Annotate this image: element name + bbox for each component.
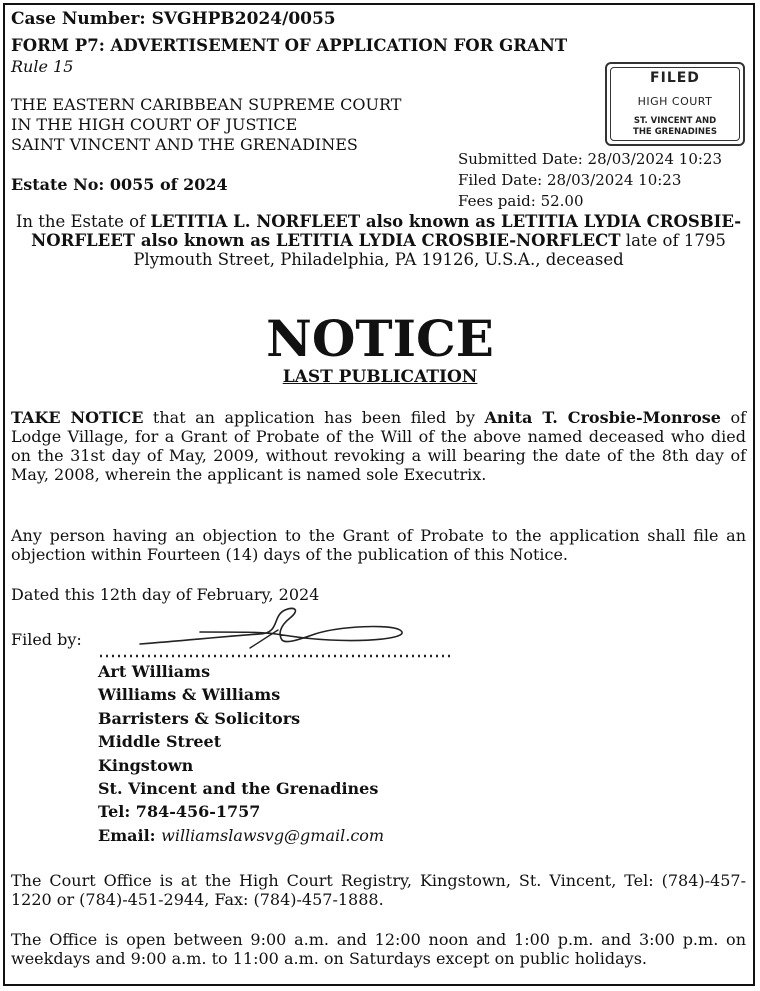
estate-suffix: late of 1795 Plymouth Street, Philadelphia, PA 19126, U.S.A., deceased [133,231,726,269]
filer-email-label: Email: [98,825,162,845]
take-notice-text-1: that an application has been filed by [143,408,485,427]
court-office-paragraph: The Court Office is at the High Court Registry, Kingstown, St. Vincent, Tel: (784)-457-1220 or (784)-451-2944, Fax: (784)-457-1888. [11,871,746,909]
stamp-place-line-2: THE GRENADINES [633,127,717,137]
filer-email[interactable]: williamslawsvg@gmail.com [161,825,385,845]
publication-status-label: LAST PUBLICATION [282,367,478,387]
estate-number: Estate No: 0055 of 2024 [11,175,228,194]
stamp-filed-label: FILED [650,70,700,86]
filed-stamp [605,62,745,146]
filed-date: Filed Date: 28/03/2024 10:23 [458,171,682,189]
applicant-name: Anita T. Crosbie-Monrose [484,408,721,427]
take-notice-paragraph [11,408,746,484]
submitted-date: Submitted Date: 28/03/2024 10:23 [458,150,723,168]
filer-tel: Tel: 784-456-1757 [98,802,261,822]
case-number: Case Number: SVGHPB2024/0055 [11,9,336,29]
filer-email-line [98,824,384,847]
filer-country: St. Vincent and the Grenadines [98,779,379,799]
filer-town: Kingstown [98,755,194,775]
office-hours-paragraph: The Office is open between 9:00 a.m. and 12:00 noon and 1:00 p.m. and 3:00 p.m. on weekdays and 9:00 a.m. to 11:00 a.m. on Saturdays except on public holidays. [11,930,746,968]
filed-by-label: Filed by: [11,630,82,649]
take-notice-text-2: of Lodge Village, for a Grant of Probate of the Will of the above named deceased who died on the 31st day of May, 2009, without revoking a will bearing the date of the 8th day of May, 2008, wherein the applicant is named sole Executrix. [11,408,747,484]
court-line-1: THE EASTERN CARIBBEAN SUPREME COURT [11,95,402,114]
stamp-court-label: HIGH COURT [637,95,713,108]
take-notice-lead: TAKE NOTICE [11,408,144,427]
rule-reference: Rule 15 [11,57,74,76]
filer-block [98,660,384,847]
notice-title: NOTICE [266,309,494,368]
signature [100,604,460,664]
estate-prefix: In the Estate of [15,212,151,231]
filer-name: Art Williams [98,662,211,681]
dated-line: Dated this 12th day of February, 2024 [11,585,320,604]
court-line-3: SAINT VINCENT AND THE GRENADINES [11,135,358,154]
fees-paid: Fees paid: 52.00 [458,192,584,210]
publication-status [0,367,760,387]
deceased-names: LETITIA L. NORFLEET also known as LETITIA LYDIA CROSBIE-NORFLEET also known as LETITIA LYDIA CROSBIE-NORFLECT [31,212,742,250]
filer-firm: Williams & Williams [98,685,281,705]
filer-profession: Barristers & Solicitors [98,708,301,728]
estate-description [11,212,746,269]
filer-street: Middle Street [98,732,222,752]
form-title: FORM P7: ADVERTISEMENT OF APPLICATION FOR GRANT [11,36,568,55]
stamp-place-line-1: ST. VINCENT AND [633,116,717,126]
court-line-2: IN THE HIGH COURT OF JUSTICE [11,115,298,134]
objection-paragraph: Any person having an objection to the Grant of Probate to the application shall file an objection within Fourteen (14) days of the publication of this Notice. [11,526,746,564]
